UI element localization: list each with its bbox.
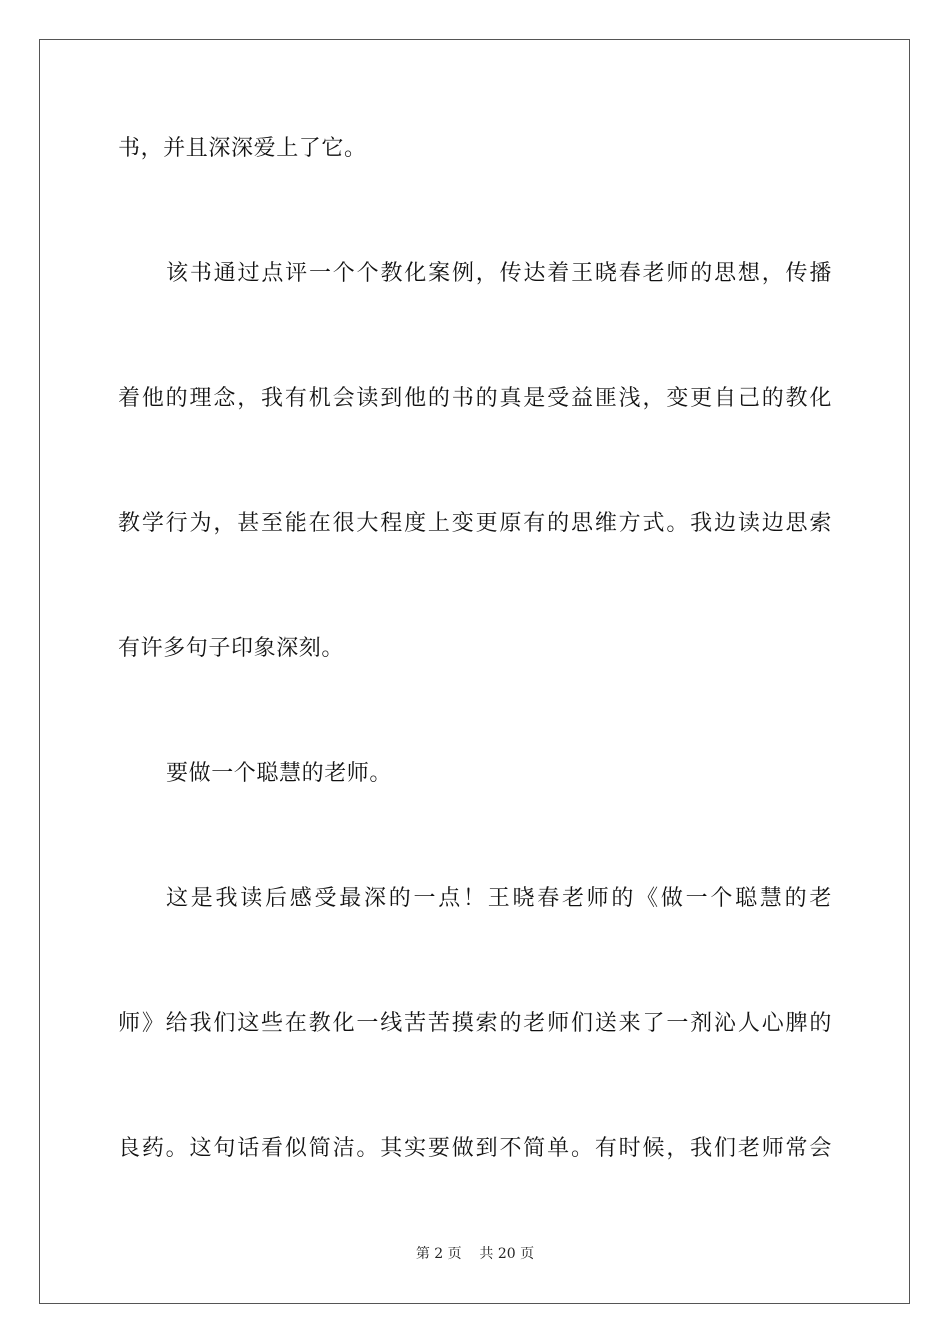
page-number-footer: 第 2 页 共 20 页: [415, 1246, 535, 1262]
text-line: 书，并且深深爱上了它。: [118, 136, 367, 161]
page-border: [39, 39, 910, 1304]
text-line: 要做一个聪慧的老师。: [166, 761, 393, 786]
text-line: 良药。这句话看似简洁。其实要做到不简单。有时候，我们老师常会: [118, 1136, 832, 1161]
text-line: 有许多句子印象深刻。: [118, 636, 345, 661]
text-line: 着他的理念，我有机会读到他的书的真是受益匪浅，变更自己的教化: [118, 386, 832, 411]
text-line: 师》给我们这些在教化一线苦苦摸索的老师们送来了一剂沁人心脾的: [118, 1011, 832, 1036]
text-line: 教学行为，甚至能在很大程度上变更原有的思维方式。我边读边思索: [118, 511, 832, 536]
text-line: 该书通过点评一个个教化案例，传达着王晓春老师的思想，传播: [166, 261, 832, 286]
text-line: 这是我读后感受最深的一点！王晓春老师的《做一个聪慧的老: [166, 886, 832, 911]
